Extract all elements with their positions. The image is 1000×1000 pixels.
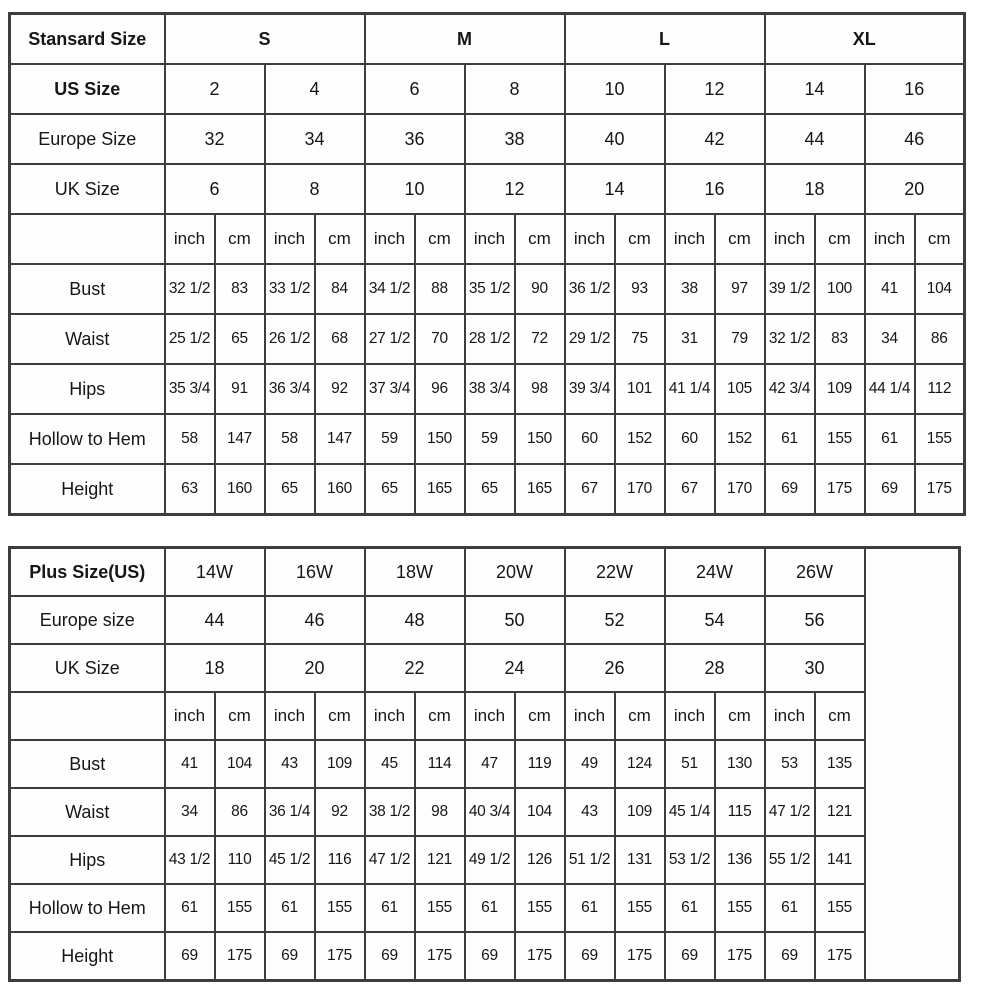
- measure-value-cell: 92: [315, 364, 365, 414]
- measure-value-cell: 38 1/2: [365, 788, 415, 836]
- size-value-cell: 38: [465, 114, 565, 164]
- measure-value-cell: 51: [665, 740, 715, 788]
- measure-value-cell: 61: [465, 884, 515, 932]
- measure-value-cell: 43: [265, 740, 315, 788]
- unit-cell: cm: [615, 692, 665, 740]
- measure-value-cell: 124: [615, 740, 665, 788]
- measure-value-cell: 58: [265, 414, 315, 464]
- header-label-cell: Stansard Size: [10, 14, 165, 65]
- measure-value-cell: 69: [765, 464, 815, 515]
- unit-cell: inch: [265, 214, 315, 264]
- unit-cell: cm: [515, 692, 565, 740]
- measure-value-cell: 98: [515, 364, 565, 414]
- measure-value-cell: 121: [815, 788, 865, 836]
- measure-value-cell: 160: [215, 464, 265, 515]
- row-label-cell: Height: [10, 464, 165, 515]
- unit-cell: inch: [465, 692, 515, 740]
- empty-spacer-cell: [865, 548, 960, 981]
- size-value-cell: 50: [465, 596, 565, 644]
- size-group-cell: 20W: [465, 548, 565, 597]
- size-row: [10, 164, 965, 214]
- unit-cell: cm: [715, 214, 765, 264]
- unit-cell: inch: [165, 692, 215, 740]
- measure-value-cell: 69: [865, 464, 915, 515]
- measure-value-cell: 53: [765, 740, 815, 788]
- standard-size-table: [8, 12, 966, 516]
- measure-value-cell: 119: [515, 740, 565, 788]
- measure-value-cell: 155: [915, 414, 965, 464]
- measure-value-cell: 175: [615, 932, 665, 981]
- blank-label-cell: [10, 692, 165, 740]
- measure-value-cell: 61: [565, 884, 615, 932]
- size-group-cell: L: [565, 14, 765, 65]
- measure-value-cell: 83: [215, 264, 265, 314]
- measure-value-cell: 53 1/2: [665, 836, 715, 884]
- measure-value-cell: 175: [515, 932, 565, 981]
- size-group-cell: XL: [765, 14, 965, 65]
- measure-value-cell: 150: [515, 414, 565, 464]
- measure-row: [10, 264, 965, 314]
- measure-value-cell: 61: [365, 884, 415, 932]
- size-group-cell: 24W: [665, 548, 765, 597]
- row-label-cell: US Size: [10, 64, 165, 114]
- row-label-cell: Height: [10, 932, 165, 981]
- measure-value-cell: 175: [915, 464, 965, 515]
- measure-value-cell: 170: [715, 464, 765, 515]
- header-row: [10, 548, 960, 597]
- measure-value-cell: 165: [515, 464, 565, 515]
- measure-value-cell: 126: [515, 836, 565, 884]
- measure-value-cell: 155: [615, 884, 665, 932]
- size-value-cell: 16: [665, 164, 765, 214]
- measure-value-cell: 67: [665, 464, 715, 515]
- unit-cell: inch: [165, 214, 215, 264]
- measure-value-cell: 69: [565, 932, 615, 981]
- measure-value-cell: 41: [165, 740, 215, 788]
- measure-value-cell: 83: [815, 314, 865, 364]
- size-value-cell: 8: [265, 164, 365, 214]
- measure-value-cell: 69: [665, 932, 715, 981]
- measure-value-cell: 65: [265, 464, 315, 515]
- size-value-cell: 4: [265, 64, 365, 114]
- size-row: [10, 114, 965, 164]
- measure-value-cell: 43: [565, 788, 615, 836]
- unit-cell: inch: [665, 214, 715, 264]
- measure-value-cell: 155: [515, 884, 565, 932]
- unit-cell: inch: [665, 692, 715, 740]
- size-value-cell: 20: [265, 644, 365, 692]
- size-value-cell: 28: [665, 644, 765, 692]
- unit-cell: inch: [565, 214, 615, 264]
- size-value-cell: 10: [565, 64, 665, 114]
- measure-value-cell: 29 1/2: [565, 314, 615, 364]
- header-row: [10, 14, 965, 65]
- measure-row: [10, 788, 960, 836]
- unit-cell: inch: [865, 214, 915, 264]
- measure-row: [10, 414, 965, 464]
- measure-value-cell: 147: [315, 414, 365, 464]
- size-value-cell: 6: [165, 164, 265, 214]
- measure-value-cell: 41: [865, 264, 915, 314]
- measure-value-cell: 175: [815, 464, 865, 515]
- measure-value-cell: 165: [415, 464, 465, 515]
- measure-value-cell: 98: [415, 788, 465, 836]
- measure-value-cell: 90: [515, 264, 565, 314]
- measure-value-cell: 86: [915, 314, 965, 364]
- size-value-cell: 30: [765, 644, 865, 692]
- measure-value-cell: 147: [215, 414, 265, 464]
- row-label-cell: Waist: [10, 314, 165, 364]
- measure-value-cell: 86: [215, 788, 265, 836]
- blank-label-cell: [10, 214, 165, 264]
- row-label-cell: Hollow to Hem: [10, 884, 165, 932]
- size-value-cell: 18: [165, 644, 265, 692]
- measure-row: [10, 364, 965, 414]
- measure-value-cell: 96: [415, 364, 465, 414]
- measure-value-cell: 45 1/2: [265, 836, 315, 884]
- measure-value-cell: 101: [615, 364, 665, 414]
- size-group-cell: 26W: [765, 548, 865, 597]
- measure-value-cell: 61: [765, 884, 815, 932]
- unit-cell: cm: [215, 214, 265, 264]
- measure-value-cell: 105: [715, 364, 765, 414]
- measure-row: [10, 314, 965, 364]
- measure-value-cell: 75: [615, 314, 665, 364]
- measure-value-cell: 175: [815, 932, 865, 981]
- size-value-cell: 6: [365, 64, 465, 114]
- measure-value-cell: 175: [415, 932, 465, 981]
- measure-value-cell: 61: [165, 884, 215, 932]
- measure-value-cell: 25 1/2: [165, 314, 215, 364]
- measure-value-cell: 38 3/4: [465, 364, 515, 414]
- size-group-cell: M: [365, 14, 565, 65]
- measure-row: [10, 884, 960, 932]
- row-label-cell: Bust: [10, 264, 165, 314]
- size-group-cell: 16W: [265, 548, 365, 597]
- size-value-cell: 36: [365, 114, 465, 164]
- size-row: [10, 64, 965, 114]
- measure-value-cell: 70: [415, 314, 465, 364]
- measure-value-cell: 84: [315, 264, 365, 314]
- measure-value-cell: 175: [315, 932, 365, 981]
- row-label-cell: Waist: [10, 788, 165, 836]
- size-value-cell: 10: [365, 164, 465, 214]
- measure-value-cell: 45 1/4: [665, 788, 715, 836]
- row-label-cell: Europe size: [10, 596, 165, 644]
- measure-value-cell: 109: [615, 788, 665, 836]
- size-value-cell: 8: [465, 64, 565, 114]
- measure-value-cell: 61: [765, 414, 815, 464]
- size-value-cell: 40: [565, 114, 665, 164]
- unit-cell: cm: [715, 692, 765, 740]
- size-value-cell: 2: [165, 64, 265, 114]
- measure-value-cell: 175: [215, 932, 265, 981]
- unit-cell: cm: [915, 214, 965, 264]
- measure-value-cell: 112: [915, 364, 965, 414]
- size-value-cell: 12: [665, 64, 765, 114]
- measure-value-cell: 131: [615, 836, 665, 884]
- measure-value-cell: 68: [315, 314, 365, 364]
- measure-value-cell: 69: [165, 932, 215, 981]
- measure-value-cell: 136: [715, 836, 765, 884]
- unit-row: [10, 692, 960, 740]
- size-value-cell: 54: [665, 596, 765, 644]
- measure-value-cell: 36 3/4: [265, 364, 315, 414]
- measure-value-cell: 35 1/2: [465, 264, 515, 314]
- measure-value-cell: 32 1/2: [765, 314, 815, 364]
- unit-cell: inch: [465, 214, 515, 264]
- unit-cell: cm: [815, 692, 865, 740]
- measure-value-cell: 155: [815, 884, 865, 932]
- measure-value-cell: 61: [865, 414, 915, 464]
- measure-value-cell: 34: [165, 788, 215, 836]
- measure-value-cell: 69: [765, 932, 815, 981]
- measure-value-cell: 114: [415, 740, 465, 788]
- measure-value-cell: 41 1/4: [665, 364, 715, 414]
- measure-value-cell: 33 1/2: [265, 264, 315, 314]
- measure-value-cell: 36 1/2: [565, 264, 615, 314]
- measure-value-cell: 104: [915, 264, 965, 314]
- size-value-cell: 32: [165, 114, 265, 164]
- measure-value-cell: 160: [315, 464, 365, 515]
- measure-value-cell: 110: [215, 836, 265, 884]
- unit-cell: inch: [765, 214, 815, 264]
- size-value-cell: 20: [865, 164, 965, 214]
- measure-value-cell: 69: [365, 932, 415, 981]
- measure-row: [10, 836, 960, 884]
- size-group-cell: 18W: [365, 548, 465, 597]
- size-value-cell: 46: [865, 114, 965, 164]
- measure-value-cell: 121: [415, 836, 465, 884]
- measure-value-cell: 79: [715, 314, 765, 364]
- measure-value-cell: 67: [565, 464, 615, 515]
- measure-value-cell: 37 3/4: [365, 364, 415, 414]
- unit-cell: cm: [515, 214, 565, 264]
- measure-value-cell: 51 1/2: [565, 836, 615, 884]
- unit-cell: cm: [415, 692, 465, 740]
- size-value-cell: 52: [565, 596, 665, 644]
- measure-value-cell: 97: [715, 264, 765, 314]
- measure-value-cell: 152: [715, 414, 765, 464]
- measure-value-cell: 59: [465, 414, 515, 464]
- size-value-cell: 12: [465, 164, 565, 214]
- size-value-cell: 56: [765, 596, 865, 644]
- measure-value-cell: 58: [165, 414, 215, 464]
- measure-value-cell: 130: [715, 740, 765, 788]
- measure-value-cell: 104: [215, 740, 265, 788]
- measure-value-cell: 69: [265, 932, 315, 981]
- measure-value-cell: 72: [515, 314, 565, 364]
- size-group-cell: 14W: [165, 548, 265, 597]
- size-group-cell: S: [165, 14, 365, 65]
- unit-cell: inch: [565, 692, 615, 740]
- measure-value-cell: 141: [815, 836, 865, 884]
- measure-value-cell: 135: [815, 740, 865, 788]
- plus-size-table: [8, 546, 961, 982]
- size-group-cell: 22W: [565, 548, 665, 597]
- unit-cell: cm: [415, 214, 465, 264]
- measure-value-cell: 100: [815, 264, 865, 314]
- size-value-cell: 18: [765, 164, 865, 214]
- unit-row: [10, 214, 965, 264]
- measure-value-cell: 170: [615, 464, 665, 515]
- measure-value-cell: 47: [465, 740, 515, 788]
- measure-value-cell: 150: [415, 414, 465, 464]
- measure-value-cell: 92: [315, 788, 365, 836]
- unit-cell: inch: [265, 692, 315, 740]
- size-value-cell: 42: [665, 114, 765, 164]
- measure-value-cell: 28 1/2: [465, 314, 515, 364]
- measure-value-cell: 91: [215, 364, 265, 414]
- measure-value-cell: 152: [615, 414, 665, 464]
- row-label-cell: Hips: [10, 836, 165, 884]
- measure-value-cell: 38: [665, 264, 715, 314]
- measure-value-cell: 116: [315, 836, 365, 884]
- measure-value-cell: 40 3/4: [465, 788, 515, 836]
- measure-value-cell: 63: [165, 464, 215, 515]
- unit-cell: inch: [365, 214, 415, 264]
- measure-value-cell: 49 1/2: [465, 836, 515, 884]
- measure-value-cell: 104: [515, 788, 565, 836]
- row-label-cell: Europe Size: [10, 114, 165, 164]
- size-value-cell: 44: [765, 114, 865, 164]
- row-label-cell: Hollow to Hem: [10, 414, 165, 464]
- header-label-cell: Plus Size(US): [10, 548, 165, 597]
- measure-row: [10, 464, 965, 515]
- size-value-cell: 48: [365, 596, 465, 644]
- measure-value-cell: 175: [715, 932, 765, 981]
- measure-value-cell: 93: [615, 264, 665, 314]
- unit-cell: inch: [765, 692, 815, 740]
- size-row: [10, 644, 960, 692]
- measure-value-cell: 55 1/2: [765, 836, 815, 884]
- measure-value-cell: 109: [815, 364, 865, 414]
- row-label-cell: UK Size: [10, 644, 165, 692]
- measure-value-cell: 32 1/2: [165, 264, 215, 314]
- measure-value-cell: 44 1/4: [865, 364, 915, 414]
- unit-cell: cm: [315, 692, 365, 740]
- row-label-cell: Hips: [10, 364, 165, 414]
- measure-value-cell: 69: [465, 932, 515, 981]
- measure-value-cell: 39 3/4: [565, 364, 615, 414]
- measure-value-cell: 60: [565, 414, 615, 464]
- measure-value-cell: 36 1/4: [265, 788, 315, 836]
- measure-value-cell: 34: [865, 314, 915, 364]
- measure-value-cell: 26 1/2: [265, 314, 315, 364]
- size-value-cell: 14: [765, 64, 865, 114]
- measure-value-cell: 42 3/4: [765, 364, 815, 414]
- measure-value-cell: 39 1/2: [765, 264, 815, 314]
- size-value-cell: 24: [465, 644, 565, 692]
- measure-value-cell: 45: [365, 740, 415, 788]
- measure-value-cell: 65: [215, 314, 265, 364]
- size-value-cell: 16: [865, 64, 965, 114]
- measure-row: [10, 932, 960, 981]
- size-value-cell: 34: [265, 114, 365, 164]
- measure-value-cell: 155: [415, 884, 465, 932]
- measure-value-cell: 88: [415, 264, 465, 314]
- measure-value-cell: 115: [715, 788, 765, 836]
- measure-value-cell: 155: [215, 884, 265, 932]
- size-value-cell: 46: [265, 596, 365, 644]
- row-label-cell: UK Size: [10, 164, 165, 214]
- measure-value-cell: 65: [365, 464, 415, 515]
- measure-value-cell: 43 1/2: [165, 836, 215, 884]
- measure-value-cell: 31: [665, 314, 715, 364]
- size-value-cell: 44: [165, 596, 265, 644]
- unit-cell: cm: [315, 214, 365, 264]
- measure-value-cell: 155: [315, 884, 365, 932]
- measure-value-cell: 47 1/2: [765, 788, 815, 836]
- size-row: [10, 596, 960, 644]
- unit-cell: inch: [365, 692, 415, 740]
- measure-row: [10, 740, 960, 788]
- measure-value-cell: 155: [715, 884, 765, 932]
- measure-value-cell: 61: [665, 884, 715, 932]
- row-label-cell: Bust: [10, 740, 165, 788]
- measure-value-cell: 61: [265, 884, 315, 932]
- size-value-cell: 14: [565, 164, 665, 214]
- measure-value-cell: 47 1/2: [365, 836, 415, 884]
- size-value-cell: 22: [365, 644, 465, 692]
- measure-value-cell: 109: [315, 740, 365, 788]
- measure-value-cell: 27 1/2: [365, 314, 415, 364]
- measure-value-cell: 49: [565, 740, 615, 788]
- unit-cell: cm: [615, 214, 665, 264]
- measure-value-cell: 35 3/4: [165, 364, 215, 414]
- size-value-cell: 26: [565, 644, 665, 692]
- measure-value-cell: 59: [365, 414, 415, 464]
- measure-value-cell: 60: [665, 414, 715, 464]
- measure-value-cell: 65: [465, 464, 515, 515]
- unit-cell: cm: [815, 214, 865, 264]
- unit-cell: cm: [215, 692, 265, 740]
- measure-value-cell: 34 1/2: [365, 264, 415, 314]
- measure-value-cell: 155: [815, 414, 865, 464]
